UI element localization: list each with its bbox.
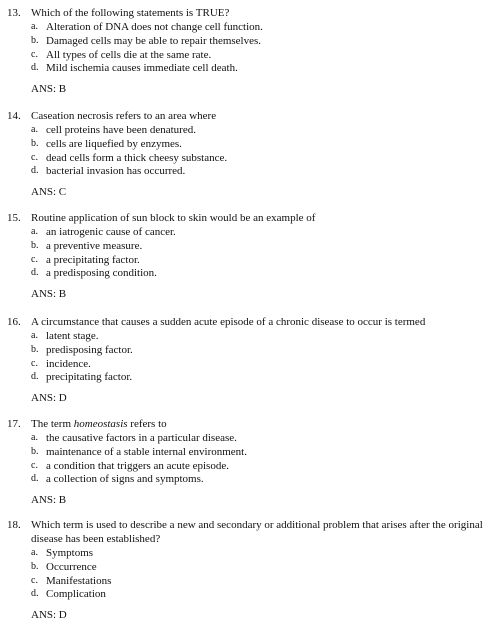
answer-key: ANS: B xyxy=(31,83,67,96)
question-stem-italic-term: homeostasis xyxy=(73,418,128,430)
question-stem: Which term is used to describe a new and secondary or additional problem that arises after the original disease has been established? xyxy=(31,519,483,545)
option-text: a precipitating factor. xyxy=(46,253,140,266)
option-a xyxy=(0,329,499,343)
option-letter: b. xyxy=(31,137,39,149)
option-a xyxy=(0,20,499,34)
option-letter: d. xyxy=(31,267,39,279)
option-letter: a. xyxy=(31,330,38,341)
option-b xyxy=(0,343,499,357)
option-c xyxy=(0,48,499,62)
option-d xyxy=(0,587,499,601)
option-letter: a. xyxy=(31,21,38,32)
option-b xyxy=(0,239,499,253)
question-17 xyxy=(0,417,499,507)
option-text: latent stage. xyxy=(46,330,99,342)
answer-key: ANS: D xyxy=(31,609,67,622)
option-text: dead cells form a thick cheesy substance. xyxy=(46,151,228,164)
answer-key: ANS: D xyxy=(31,392,67,405)
question-18 xyxy=(0,518,499,622)
option-text: Manifestations xyxy=(46,574,112,587)
option-a xyxy=(0,546,499,560)
question-stem: A circumstance that causes a sudden acute episode of a chronic disease to occur is termed xyxy=(31,316,426,328)
option-letter: b. xyxy=(31,239,39,251)
option-text: Symptoms xyxy=(46,547,94,559)
option-c xyxy=(0,253,499,267)
option-letter: c. xyxy=(31,574,38,586)
option-text: Occurrence xyxy=(46,560,97,573)
option-letter: a. xyxy=(31,124,38,135)
option-text: an iatrogenic cause of cancer. xyxy=(46,226,176,238)
question-stem xyxy=(31,417,489,431)
option-letter: c. xyxy=(31,48,38,60)
question-stem-line xyxy=(0,211,499,225)
question-number: 17. xyxy=(7,418,21,430)
option-text: Mild ischemia causes immediate cell death. xyxy=(46,62,238,75)
answer-key: ANS: B xyxy=(31,288,67,301)
option-letter: a. xyxy=(31,432,38,443)
question-stem-line xyxy=(0,6,499,20)
option-b xyxy=(0,34,499,48)
option-text: Complication xyxy=(46,588,106,601)
question-stem-line xyxy=(0,109,499,123)
option-letter: b. xyxy=(31,343,39,355)
question-stem: Which of the following statements is TRUE? xyxy=(31,7,230,19)
option-d xyxy=(0,266,499,280)
option-text: Alteration of DNA does not change cell function. xyxy=(46,21,263,33)
question-16 xyxy=(0,315,499,405)
question-14 xyxy=(0,109,499,199)
answer-key: ANS: B xyxy=(31,494,67,507)
option-letter: b. xyxy=(31,560,39,572)
question-number: 14. xyxy=(7,110,21,122)
option-letter: d. xyxy=(31,473,39,485)
option-letter: d. xyxy=(31,371,39,383)
question-number: 18. xyxy=(7,519,21,531)
question-stem: Caseation necrosis refers to an area where xyxy=(31,110,217,122)
question-stem: Routine application of sun block to skin would be an example of xyxy=(31,212,316,224)
option-text: a condition that triggers an acute episode. xyxy=(46,459,229,472)
option-text: precipitating factor. xyxy=(46,371,133,384)
question-stem-line xyxy=(0,518,499,546)
question-stem-suffix: refers to xyxy=(127,418,167,430)
option-letter: d. xyxy=(31,165,39,177)
option-c xyxy=(0,574,499,588)
option-c xyxy=(0,151,499,165)
option-d xyxy=(0,61,499,75)
option-text: the causative factors in a particular disease. xyxy=(46,432,237,444)
question-number: 16. xyxy=(7,316,21,328)
option-a xyxy=(0,225,499,239)
option-d xyxy=(0,370,499,384)
option-letter: c. xyxy=(31,459,38,471)
option-text: All types of cells die at the same rate. xyxy=(46,48,212,61)
option-letter: c. xyxy=(31,253,38,265)
option-b xyxy=(0,137,499,151)
option-text: maintenance of a stable internal environment. xyxy=(46,445,247,458)
option-text: predisposing factor. xyxy=(46,343,133,356)
option-letter: b. xyxy=(31,34,39,46)
question-number: 13. xyxy=(7,7,21,19)
option-letter: c. xyxy=(31,357,38,369)
option-a xyxy=(0,123,499,137)
question-13 xyxy=(0,6,499,96)
option-b xyxy=(0,445,499,459)
option-letter: b. xyxy=(31,445,39,457)
option-text: bacterial invasion has occurred. xyxy=(46,165,186,178)
option-text: incidence. xyxy=(46,357,91,370)
option-c xyxy=(0,357,499,371)
option-text: a predisposing condition. xyxy=(46,267,157,280)
question-stem-prefix: The term xyxy=(31,418,74,430)
answer-key: ANS: C xyxy=(31,186,67,199)
option-c xyxy=(0,459,499,473)
option-letter: d. xyxy=(31,62,39,74)
question-stem-line xyxy=(0,315,499,329)
question-stem-line xyxy=(0,417,499,431)
option-text: a preventive measure. xyxy=(46,239,143,252)
question-15 xyxy=(0,211,499,301)
option-letter: a. xyxy=(31,226,38,237)
option-text: Damaged cells may be able to repair themselves. xyxy=(46,34,262,47)
question-number: 15. xyxy=(7,212,21,224)
option-text: cell proteins have been denatured. xyxy=(46,124,196,136)
option-d xyxy=(0,472,499,486)
option-letter: a. xyxy=(31,547,38,558)
option-text: cells are liquefied by enzymes. xyxy=(46,137,182,150)
option-text: a collection of signs and symptoms. xyxy=(46,473,204,486)
option-b xyxy=(0,560,499,574)
option-letter: d. xyxy=(31,588,39,600)
option-letter: c. xyxy=(31,151,38,163)
option-a xyxy=(0,431,499,445)
option-d xyxy=(0,164,499,178)
